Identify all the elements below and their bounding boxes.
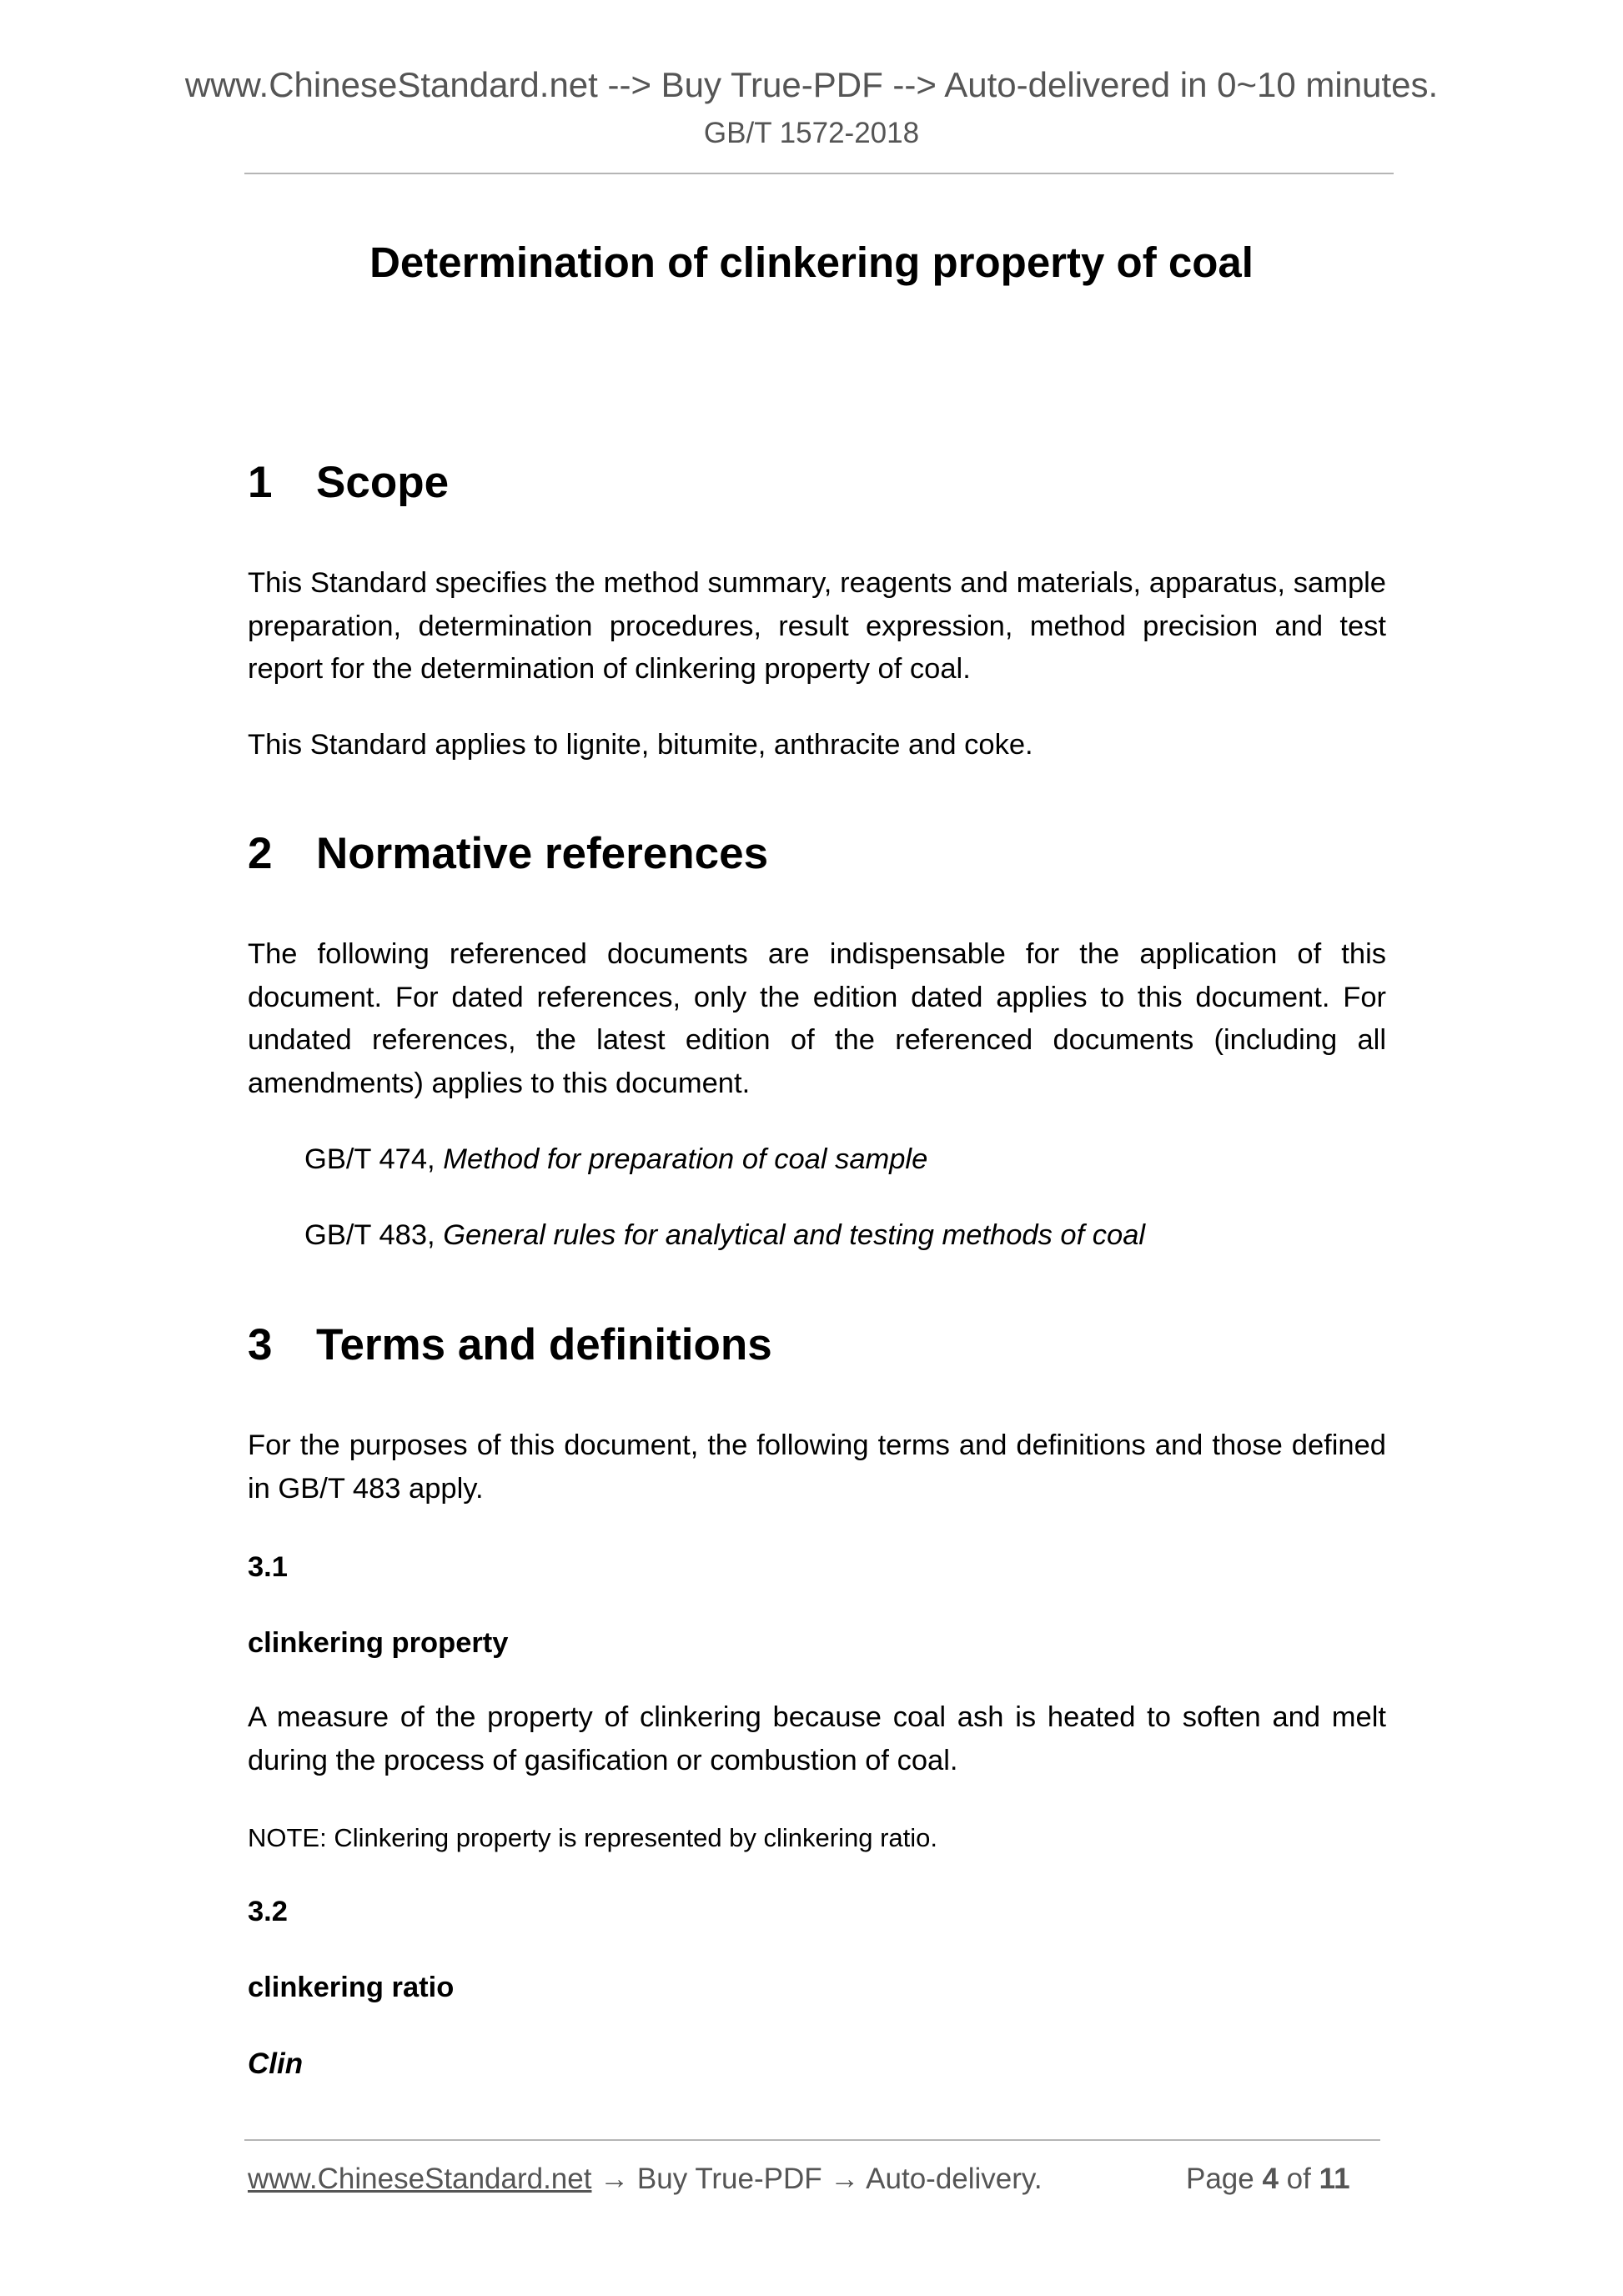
header-banner: www.ChineseStandard.net --> Buy True-PDF --> Auto-delivered in 0~10 minutes. (184, 65, 1439, 104)
term-name: clinkering ratio (248, 1972, 455, 2003)
section-number: 3 (248, 1320, 273, 1369)
page-of: of (1278, 2163, 1319, 2195)
reference-code: GB/T 474, (304, 1143, 444, 1175)
normative-paragraph-1: The following referenced documents are indispensable for the application of this document. For dated references, only the edition dated applies to this document. For undated references, the latest edition of the referenced documents (including all amendments) applies to this document. (248, 938, 1386, 1099)
reference-code: GB/T 483, (304, 1219, 444, 1251)
scope-paragraph-1: This Standard specifies the method summary, reagents and materials, apparatus, sample preparation, determination procedures, result expression, method precision and test report for the determination of clinkering property of coal. (248, 567, 1386, 685)
reference-item (304, 1138, 927, 1182)
section-heading-scope (248, 457, 449, 508)
section-heading-normative-references (248, 828, 768, 879)
page-number (1186, 2163, 1350, 2196)
scope-paragraph-2: This Standard applies to lignite, bitumite, anthracite and coke. (248, 729, 1033, 761)
section-number: 2 (248, 829, 273, 878)
header-divider (244, 173, 1394, 174)
footer-promo (248, 2163, 1043, 2196)
page-label: Page (1186, 2163, 1263, 2195)
term-name: clinkering property (248, 1627, 509, 1659)
term-note: NOTE: Clinkering property is represented by clinkering ratio. (248, 1823, 938, 1852)
terms-paragraph-1: For the purposes of this document, the following terms and definitions and those defined in GB/T 483 apply. (248, 1429, 1386, 1505)
term-definition: A measure of the property of clinkering because coal ash is heated to soften and melt during the process of gasification or combustion of coal. (248, 1701, 1386, 1776)
footer-site-link[interactable]: www.ChineseStandard.net (248, 2163, 592, 2195)
section-title: Scope (316, 458, 450, 507)
section-number: 1 (248, 458, 273, 507)
term-number: 3.1 (248, 1551, 288, 1583)
reference-title: Method for preparation of coal sample (443, 1143, 928, 1175)
section-heading-terms-and-definitions (248, 1319, 772, 1370)
term-number: 3.2 (248, 1896, 288, 1927)
reference-title: General rules for analytical and testing methods of coal (443, 1219, 1146, 1251)
document-title: Determination of clinkering property of coal (369, 239, 1254, 286)
footer-promo-text: → Buy True-PDF → Auto-delivery. (591, 2163, 1043, 2195)
footer-divider (244, 2139, 1380, 2141)
reference-item (304, 1214, 1145, 1258)
term-symbol: Clin (248, 2047, 304, 2080)
page-current: 4 (1262, 2163, 1279, 2195)
standard-code: GB/T 1572-2018 (703, 117, 920, 149)
page-total: 11 (1319, 2163, 1350, 2195)
section-title: Terms and definitions (316, 1320, 772, 1369)
section-title: Normative references (316, 829, 769, 878)
